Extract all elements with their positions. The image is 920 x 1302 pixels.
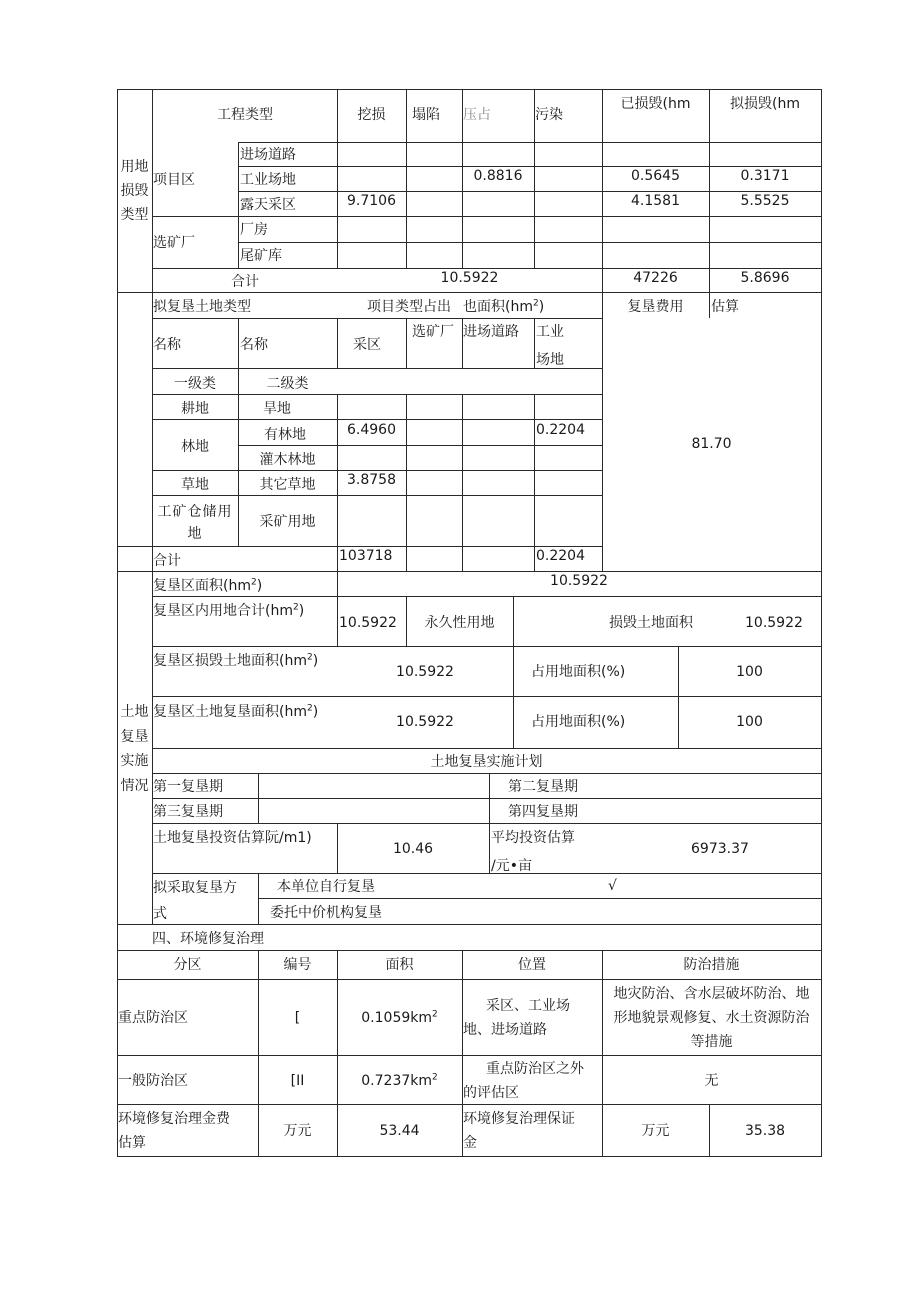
occupy-pct-value: 100 bbox=[736, 664, 763, 680]
code-general: [II bbox=[290, 1073, 305, 1089]
estimate-label: 估算 bbox=[711, 299, 739, 315]
land-class-1: 林地 bbox=[181, 439, 209, 455]
cell-value: 6.4960 bbox=[347, 422, 396, 438]
cost-value: 81.70 bbox=[691, 436, 732, 452]
col-industrial-2: 场地 bbox=[536, 352, 564, 367]
header-press: 压占 bbox=[463, 107, 491, 123]
header-measures: 防治措施 bbox=[683, 957, 740, 973]
land-area-unit-text: 也面积(hm bbox=[463, 299, 533, 315]
header-to-damage: 拟损毁(hm bbox=[730, 96, 800, 112]
method-label: 拟采取复垦方 bbox=[153, 880, 237, 896]
km-superscript: 2 bbox=[432, 1072, 438, 1083]
rule bbox=[152, 748, 821, 749]
project-area-label: 项目区 bbox=[153, 172, 195, 188]
rule bbox=[258, 873, 259, 924]
cell-value: 3.8758 bbox=[347, 472, 396, 488]
damaged-area-label: 损毁土地面积 bbox=[609, 615, 693, 631]
section4-title: 四、环境修复治理 bbox=[152, 931, 264, 947]
land-total-value: 10.5922 bbox=[339, 615, 397, 631]
border-left bbox=[117, 89, 118, 1157]
period-4: 第四复垦期 bbox=[508, 804, 578, 820]
col-mining: 采区 bbox=[353, 337, 381, 353]
rule bbox=[152, 646, 821, 647]
location-key-line: 地、进场道路 bbox=[463, 1022, 547, 1038]
side-label-line: 损毁 bbox=[120, 183, 149, 199]
rule bbox=[152, 368, 603, 369]
rule bbox=[117, 979, 821, 980]
rule bbox=[152, 419, 603, 420]
cell-value: 0.5645 bbox=[631, 168, 680, 184]
cost-label: 复垦费用 bbox=[627, 299, 684, 315]
rule bbox=[152, 696, 821, 697]
cell-value: 5.5525 bbox=[740, 193, 790, 209]
row-name: 厂房 bbox=[240, 222, 268, 238]
rule bbox=[238, 142, 821, 143]
planned-type-label: 拟复垦土地类型 bbox=[153, 299, 251, 315]
land-class-2: 旱地 bbox=[263, 401, 291, 417]
rule bbox=[152, 216, 821, 217]
rule bbox=[152, 318, 603, 319]
row-name: 露天采区 bbox=[240, 197, 296, 213]
rule bbox=[152, 823, 821, 824]
rule bbox=[513, 596, 514, 748]
unit-close: ) bbox=[256, 578, 263, 594]
deposit-label-line: 环境修复治理保证 bbox=[463, 1111, 575, 1127]
side-label-line: 土地 bbox=[120, 704, 149, 720]
total-label: 合计 bbox=[231, 274, 259, 290]
fee-unit: 万元 bbox=[283, 1123, 312, 1139]
land-class-2: 灌木林地 bbox=[259, 452, 316, 468]
rule bbox=[117, 1104, 821, 1105]
deposit-unit: 万元 bbox=[641, 1123, 670, 1139]
rule bbox=[337, 596, 338, 646]
cell-value: 0.2204 bbox=[536, 422, 585, 438]
measures-key-line: 地灾防治、含水层破坏防治、地 bbox=[613, 986, 810, 1002]
unit-superscript: 2 bbox=[292, 602, 299, 613]
rule bbox=[152, 495, 603, 496]
rule bbox=[152, 394, 603, 395]
header-collapse: 塌陷 bbox=[412, 107, 440, 123]
area-general-text: 0.7237km bbox=[361, 1073, 432, 1089]
area-key bbox=[337, 1009, 462, 1027]
unit-superscript: 2 bbox=[250, 577, 257, 588]
border-right bbox=[821, 89, 822, 1157]
unit-close: ) bbox=[312, 704, 319, 720]
total-area: 10.5922 bbox=[440, 270, 499, 286]
row-name: 进场道路 bbox=[240, 147, 296, 163]
period-3: 第三复垦期 bbox=[153, 804, 223, 820]
location-general-line: 重点防治区之外 bbox=[486, 1061, 584, 1077]
header-area: 面积 bbox=[385, 957, 414, 973]
area-label-text: 复垦区面积(hm bbox=[153, 578, 251, 594]
header-pollute: 污染 bbox=[535, 107, 563, 123]
rule bbox=[534, 318, 535, 368]
col-mill: 选矿厂 bbox=[412, 324, 454, 340]
rule bbox=[117, 1055, 821, 1056]
land-area-unit bbox=[463, 298, 544, 316]
method-label-2: 式 bbox=[153, 906, 167, 922]
area-key-text: 0.1059km bbox=[361, 1010, 432, 1026]
side-label-line: 情况 bbox=[120, 778, 149, 794]
land-class-1: 草地 bbox=[181, 477, 209, 493]
rule bbox=[117, 950, 821, 951]
header-location: 位置 bbox=[518, 957, 546, 973]
unit-superscript: 2 bbox=[532, 298, 539, 309]
damaged-area-value: 10.5922 bbox=[745, 615, 803, 631]
land-total-label-text: 复垦区内用地合计(hm bbox=[153, 603, 293, 619]
unit-close: ) bbox=[298, 603, 305, 619]
land-class-2: 其它草地 bbox=[259, 477, 316, 493]
plan-title: 土地复垦实施计划 bbox=[430, 754, 543, 770]
rule bbox=[152, 873, 821, 874]
rule bbox=[678, 646, 679, 748]
side-label-line: 用地 bbox=[120, 159, 149, 175]
area-value: 10.5922 bbox=[550, 573, 608, 589]
rule bbox=[152, 596, 821, 597]
header-damaged: 已损毁(hm bbox=[620, 96, 691, 112]
rule bbox=[709, 292, 710, 318]
fee-label-line: 环境修复治理金费 bbox=[118, 1111, 230, 1127]
area-label bbox=[153, 577, 262, 595]
col-road: 进场道路 bbox=[463, 324, 519, 340]
measures-key-line: 等措施 bbox=[690, 1034, 733, 1050]
fee-label-line: 估算 bbox=[118, 1135, 146, 1151]
reclaim-label bbox=[153, 703, 318, 721]
total-mining: 103718 bbox=[339, 548, 393, 564]
avg-value: 6973.37 bbox=[691, 841, 749, 857]
project-type-area: 项目类型占出 bbox=[367, 299, 451, 315]
rule bbox=[406, 318, 407, 368]
damaged-label bbox=[153, 652, 318, 670]
rule bbox=[117, 292, 821, 293]
rule bbox=[406, 394, 407, 571]
area-general bbox=[337, 1072, 462, 1090]
avg-label: 平均投资估算 bbox=[491, 830, 575, 846]
cell-value: 4.1581 bbox=[631, 193, 680, 209]
land-class-1: 耕地 bbox=[181, 401, 209, 417]
side-label-line: 复垦 bbox=[120, 729, 149, 745]
self-reclaim: 本单位自行复垦 bbox=[277, 879, 375, 895]
rule bbox=[258, 898, 821, 899]
name-header: 名称 bbox=[153, 337, 181, 353]
deposit-label-line: 金 bbox=[463, 1135, 477, 1151]
total-industrial: 0.2204 bbox=[536, 548, 585, 564]
header-engineering-type: 工程类型 bbox=[217, 107, 273, 123]
rule bbox=[117, 924, 821, 925]
location-general-line: 的评估区 bbox=[463, 1085, 519, 1101]
km-superscript: 2 bbox=[432, 1009, 438, 1020]
rule bbox=[489, 773, 490, 873]
mill-label: 选矿厂 bbox=[153, 235, 195, 251]
permanent-label: 永久性用地 bbox=[424, 615, 495, 631]
header-code: 编号 bbox=[283, 957, 312, 973]
invest-label: 土地复垦投资估算阮/m1) bbox=[153, 830, 312, 846]
total-label: 合计 bbox=[153, 553, 181, 569]
rule bbox=[152, 571, 153, 924]
side-label-line: 类型 bbox=[120, 207, 149, 223]
cell-value: 0.3171 bbox=[740, 168, 790, 184]
unit-superscript: 2 bbox=[306, 703, 313, 714]
rule bbox=[152, 773, 821, 774]
level1-header: 一级类 bbox=[174, 376, 216, 392]
side-label-line: 实施 bbox=[120, 753, 149, 769]
cell-value: 9.7106 bbox=[347, 193, 396, 209]
period-1: 第一复垦期 bbox=[153, 779, 223, 795]
entrust-reclaim: 委托中价机构复垦 bbox=[270, 905, 382, 921]
measures-key-line: 形地貌景观修复、水土资源防治 bbox=[613, 1010, 810, 1026]
reclaim-label-text: 复垦区土地复垦面积(hm bbox=[153, 704, 307, 720]
occupy-pct-label: 占用地面积(%) bbox=[531, 664, 626, 680]
damaged-value: 10.5922 bbox=[396, 664, 454, 680]
invest-value: 10.46 bbox=[392, 841, 434, 857]
rule bbox=[534, 394, 535, 571]
code-key: [ bbox=[294, 1010, 301, 1026]
border-top bbox=[117, 89, 821, 90]
row-name: 尾矿库 bbox=[240, 248, 282, 264]
total-damaged: 47226 bbox=[633, 270, 678, 286]
rule bbox=[258, 773, 259, 823]
name-header: 名称 bbox=[240, 337, 268, 353]
rule bbox=[602, 292, 603, 571]
zone-key: 重点防治区 bbox=[118, 1010, 188, 1026]
zone-general: 一般防治区 bbox=[118, 1073, 188, 1089]
header-dig: 挖损 bbox=[357, 107, 386, 123]
land-class-2: 有林地 bbox=[264, 427, 306, 443]
level2-header: 二级类 bbox=[266, 376, 309, 392]
occupy-pct-label: 占用地面积(%) bbox=[531, 714, 626, 730]
land-class-2: 采矿用地 bbox=[259, 514, 316, 530]
deposit-value: 35.38 bbox=[744, 1123, 786, 1139]
damaged-label-text: 复垦区损毁土地面积(hm bbox=[153, 653, 307, 669]
fee-value: 53.44 bbox=[379, 1123, 420, 1139]
row-name: 工业场地 bbox=[240, 172, 296, 188]
measures-general: 无 bbox=[704, 1073, 719, 1089]
avg-label-2: /元•亩 bbox=[491, 858, 532, 872]
land-total-label bbox=[153, 602, 304, 620]
rule bbox=[462, 394, 463, 571]
unit-close: ) bbox=[312, 653, 319, 669]
unit-superscript: 2 bbox=[306, 652, 313, 663]
rule bbox=[238, 445, 603, 446]
rule bbox=[337, 318, 338, 368]
check-mark: √ bbox=[608, 878, 617, 894]
rule bbox=[238, 242, 821, 243]
reclaim-value: 10.5922 bbox=[396, 714, 454, 730]
period-2: 第二复垦期 bbox=[508, 779, 578, 795]
occupy-pct-value: 100 bbox=[736, 714, 763, 730]
rule bbox=[602, 89, 603, 292]
cell-value: 0.8816 bbox=[473, 168, 523, 184]
total-to-damage: 5.8696 bbox=[740, 270, 790, 286]
location-key-line: 采区、工业场 bbox=[486, 998, 570, 1014]
col-industrial: 工业 bbox=[536, 324, 564, 340]
unit-close: ) bbox=[538, 299, 545, 315]
border-bottom bbox=[117, 1156, 821, 1157]
land-class-1: 工矿仓储用地 bbox=[157, 504, 233, 542]
rule bbox=[238, 142, 239, 268]
rule bbox=[709, 89, 710, 292]
rule bbox=[337, 394, 338, 571]
header-zone: 分区 bbox=[173, 957, 202, 973]
rule bbox=[152, 798, 821, 799]
